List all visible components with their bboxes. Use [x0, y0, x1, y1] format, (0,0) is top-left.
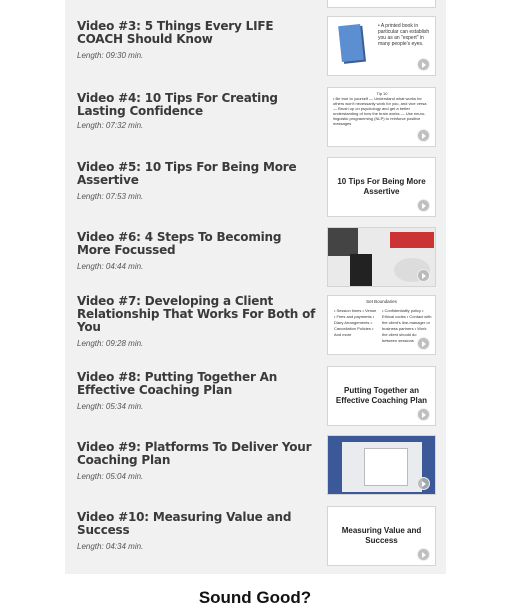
video-thumbnail[interactable] [327, 506, 436, 566]
play-icon[interactable] [417, 408, 430, 421]
video-title[interactable]: Video #6: 4 Steps To Becoming More Focussed [77, 230, 282, 257]
video-thumbnail[interactable] [327, 16, 436, 76]
thumbnail-text: 10 Tips For Being More Assertive [337, 177, 426, 196]
photo-collage [390, 232, 434, 248]
thumbnail-list: • Session times • Venue • Fees and payments • Diary Arrangements • Cancellation Policies • And more [334, 308, 377, 337]
play-icon[interactable] [417, 129, 430, 142]
video-length: Length: 09:28 min. [77, 339, 144, 348]
video-thumbnail[interactable] [327, 227, 436, 287]
play-icon[interactable] [417, 58, 430, 71]
thumbnail-text: Putting Together an Effective Coaching Plan [335, 386, 428, 405]
video-list-panel [65, 0, 446, 574]
thumbnail-text: Measuring Value and Success [341, 526, 422, 545]
thumbnail-body: • Be true to yourself — Understand what works for others won't necessarily work for you, and vice versa — Brush up on psychology and get a better understanding of how the brain works — Use neuro-linguistic programming (NLP) to reinforce positive messages [333, 96, 427, 126]
video-title[interactable]: Video #7: Developing a Client Relationship That Works For Both of You [77, 294, 316, 334]
play-icon[interactable] [417, 199, 430, 212]
photo-collage [328, 228, 358, 256]
play-icon[interactable] [417, 477, 430, 490]
video-title[interactable]: Video #10: Measuring Value and Success [77, 510, 292, 537]
book-image [338, 24, 364, 62]
photo-collage [350, 254, 372, 286]
video-length: Length: 07:53 min. [77, 192, 144, 201]
thumbnail-list: • Confidentiality policy • Ethical codes • Contact with the client's line-manager or business partners • Work the client should do between sessions [382, 308, 432, 343]
video-length: Length: 09:30 min. [77, 51, 144, 60]
video-title[interactable]: Video #4: 10 Tips For Creating Lasting Confidence [77, 91, 278, 118]
video-length: Length: 04:44 min. [77, 262, 144, 271]
video-thumbnail[interactable] [327, 295, 436, 355]
video-title[interactable]: Video #5: 10 Tips For Being More Assertive [77, 160, 297, 187]
video-title[interactable]: Video #8: Putting Together An Effective Coaching Plan [77, 370, 278, 397]
video-thumbnail[interactable] [327, 0, 436, 8]
video-thumbnail[interactable] [327, 157, 436, 217]
play-icon[interactable] [417, 337, 430, 350]
video-length: Length: 05:34 min. [77, 402, 144, 411]
thumbnail-heading: Tip 10 [376, 91, 388, 96]
video-length: Length: 07:32 min. [77, 121, 144, 130]
video-title[interactable]: Video #3: 5 Things Every LIFE COACH Should Know [77, 19, 274, 46]
video-length: Length: 04:34 min. [77, 542, 144, 551]
section-heading: Sound Good? [198, 588, 312, 607]
thumbnail-heading: Set Boundaries [366, 299, 397, 304]
play-icon[interactable] [417, 548, 430, 561]
video-thumbnail[interactable] [327, 87, 436, 147]
video-thumbnail[interactable] [327, 366, 436, 426]
video-length: Length: 05:04 min. [77, 472, 144, 481]
thumbnail-text [333, 91, 431, 126]
play-icon[interactable] [417, 269, 430, 282]
video-thumbnail[interactable] [327, 435, 436, 495]
thumbnail-text: • A printed book in particular can establish you as an "expert" in many people's eyes. [378, 23, 430, 47]
screenshot-dialog [364, 448, 408, 486]
video-title[interactable]: Video #9: Platforms To Deliver Your Coaching Plan [77, 440, 312, 467]
